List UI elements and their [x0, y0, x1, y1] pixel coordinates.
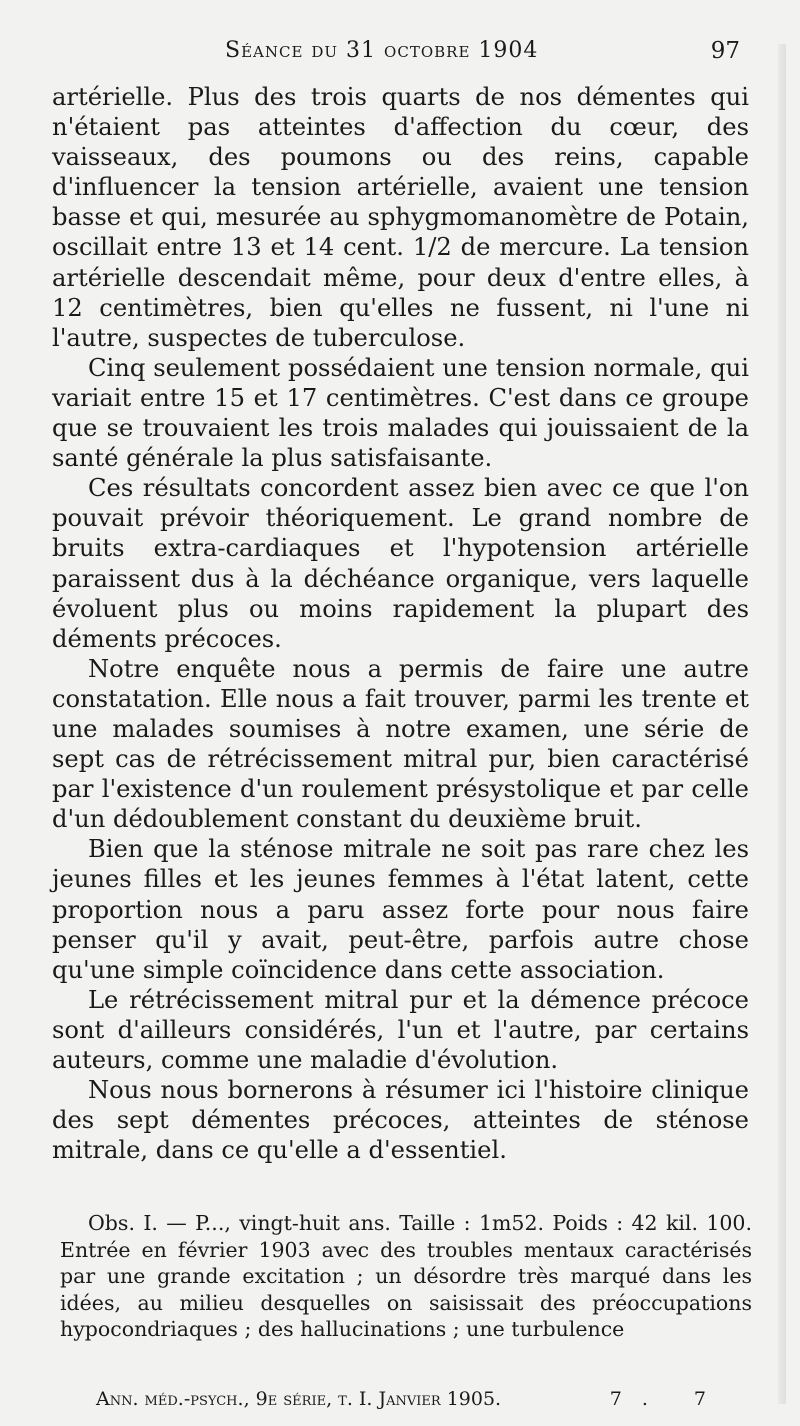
- paragraph-5: Bien que la sténose mitrale ne soit pas rare chez les jeunes filles et les jeunes femmes à l'état latent, cette proportion nous a paru assez forte pour nous faire penser qu'il y avait, peut-être, parfois autre chose qu'une simple coïncidence dans cette association.: [52, 835, 749, 984]
- paragraph-1: artérielle. Plus des trois quarts de nos démentes qui n'étaient pas atteintes d'affection du cœur, des vaisseaux, des poumons ou des reins, capable d'influencer la tension artérielle, avaient une tension basse et qui, mesurée au sphygmomanomètre de Potain, oscillait entre 13 et 14 cent. 1/2 de mercure. La tension artérielle descendait même, pour deux d'entre elles, à 12 centimètres, bien qu'elles ne fussent, ni l'une ni l'autre, suspectes de tuberculose.: [52, 83, 749, 352]
- page-number: 97: [710, 38, 740, 64]
- paragraph-7: Nous nous bornerons à résumer ici l'histoire clinique des sept démentes précoces, atteintes de sténose mitrale, dans ce qu'elle a d'essentiel.: [52, 1076, 749, 1165]
- paragraph-3: Ces résultats concordent assez bien avec ce que l'on pouvait prévoir théoriquement. Le grand nombre de bruits extra-cardiaques et l'hypotension artérielle paraissent dus à la déchéance organique, vers laquelle évoluent plus ou moins rapidement la plupart des déments précoces.: [52, 474, 749, 653]
- observation-text: Obs. I. — P..., vingt-huit ans. Taille : 1m52. Poids : 42 kil. 100. Entrée en février 1903 avec des troubles mentaux caractérisés par une grande excitation ; un désordre très marqué dans les idées, au milieu desquelles on saisissait des préoccupations hypocondriaques ; des hallucinations ; une turbulence: [60, 1211, 752, 1342]
- observation-block: [60, 1210, 752, 1343]
- signature-mark: 7. 7: [609, 1388, 726, 1410]
- paragraph-6: Le rétrécissement mitral pur et la démence précoce sont d'ailleurs considérés, l'un et l'autre, par certains auteurs, comme une maladie d'évolution.: [52, 985, 749, 1074]
- page-header: [60, 38, 740, 72]
- journal-reference: Ann. méd.-psych., 9e série, t. I. Janvier 1905.: [96, 1388, 502, 1410]
- body-text: [52, 82, 749, 1165]
- running-title: Séance du 31 octobre 1904: [225, 38, 539, 63]
- paragraph-4: Notre enquête nous a permis de faire une autre constatation. Elle nous a fait trouver, parmi les trente et une malades soumises à notre examen, une série de sept cas de rétrécissement mitral pur, bien caractérisé par l'existence d'un roulement présystolique et par celle d'un dédoublement constant du deuxième bruit.: [52, 654, 749, 834]
- paragraph-2: Cinq seulement possédaient une tension normale, qui variait entre 15 et 17 centimètres. C'est dans ce groupe que se trouvaient les trois malades qui jouissaient de la santé générale la plus satisfaisante.: [52, 353, 749, 473]
- page-edge-shadow: [778, 44, 786, 1404]
- page-footer: [96, 1388, 756, 1418]
